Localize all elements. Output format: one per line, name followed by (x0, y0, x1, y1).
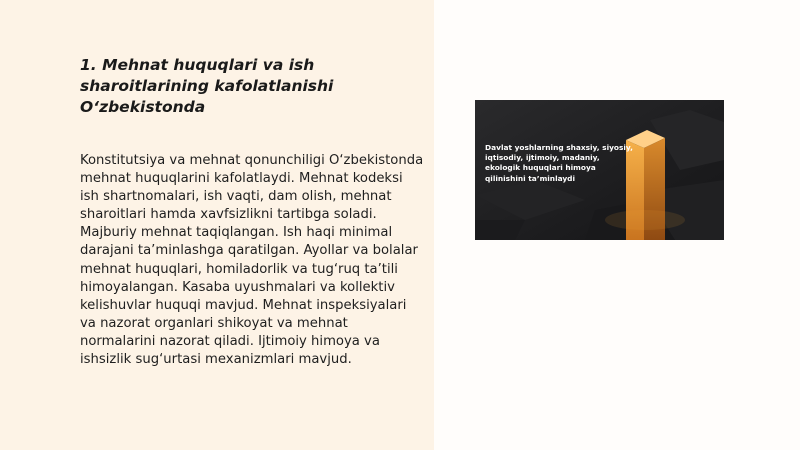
slide-title: 1. Mehnat huquqlari va ish sharoitlarining kafolatlanishi O‘zbekistonda (80, 56, 334, 116)
illustration-image (475, 100, 724, 240)
slide-body-text: Konstitutsiya va mehnat qonunchiligi O‘zbekistonda mehnat huquqlarini kafolatlaydi. Mehnat kodeksi ish shartnomalari, ish vaqti, dam olish, mehnat sharoitlari hamda xavfsizlikni tartibga soladi. Majburiy mehnat taqiqlangan. Ish haqi minimal darajani ta’minlashga qaratilgan. Ayollar va bolalar mehnat huquqlari, homiladorlik va tug‘ruq ta’tili himoyalangan. Kasaba uyushmalari va kollektiv kelishuvlar huquqi mavjud. Mehnat inspeksiyalari va nazorat organlari shikoyat va mehnat normalarini nazorat qiladi. Ijtimoiy himoya va ishsizlik sug‘urtasi mexanizmlari mavjud. (80, 153, 424, 368)
image-caption: Davlat yoshlarning shaxsiy, siyosiy, iqtisodiy, ijtimoiy, madaniy, ekologik huquqlari himoya qilinishini ta’minlaydi (485, 143, 633, 183)
